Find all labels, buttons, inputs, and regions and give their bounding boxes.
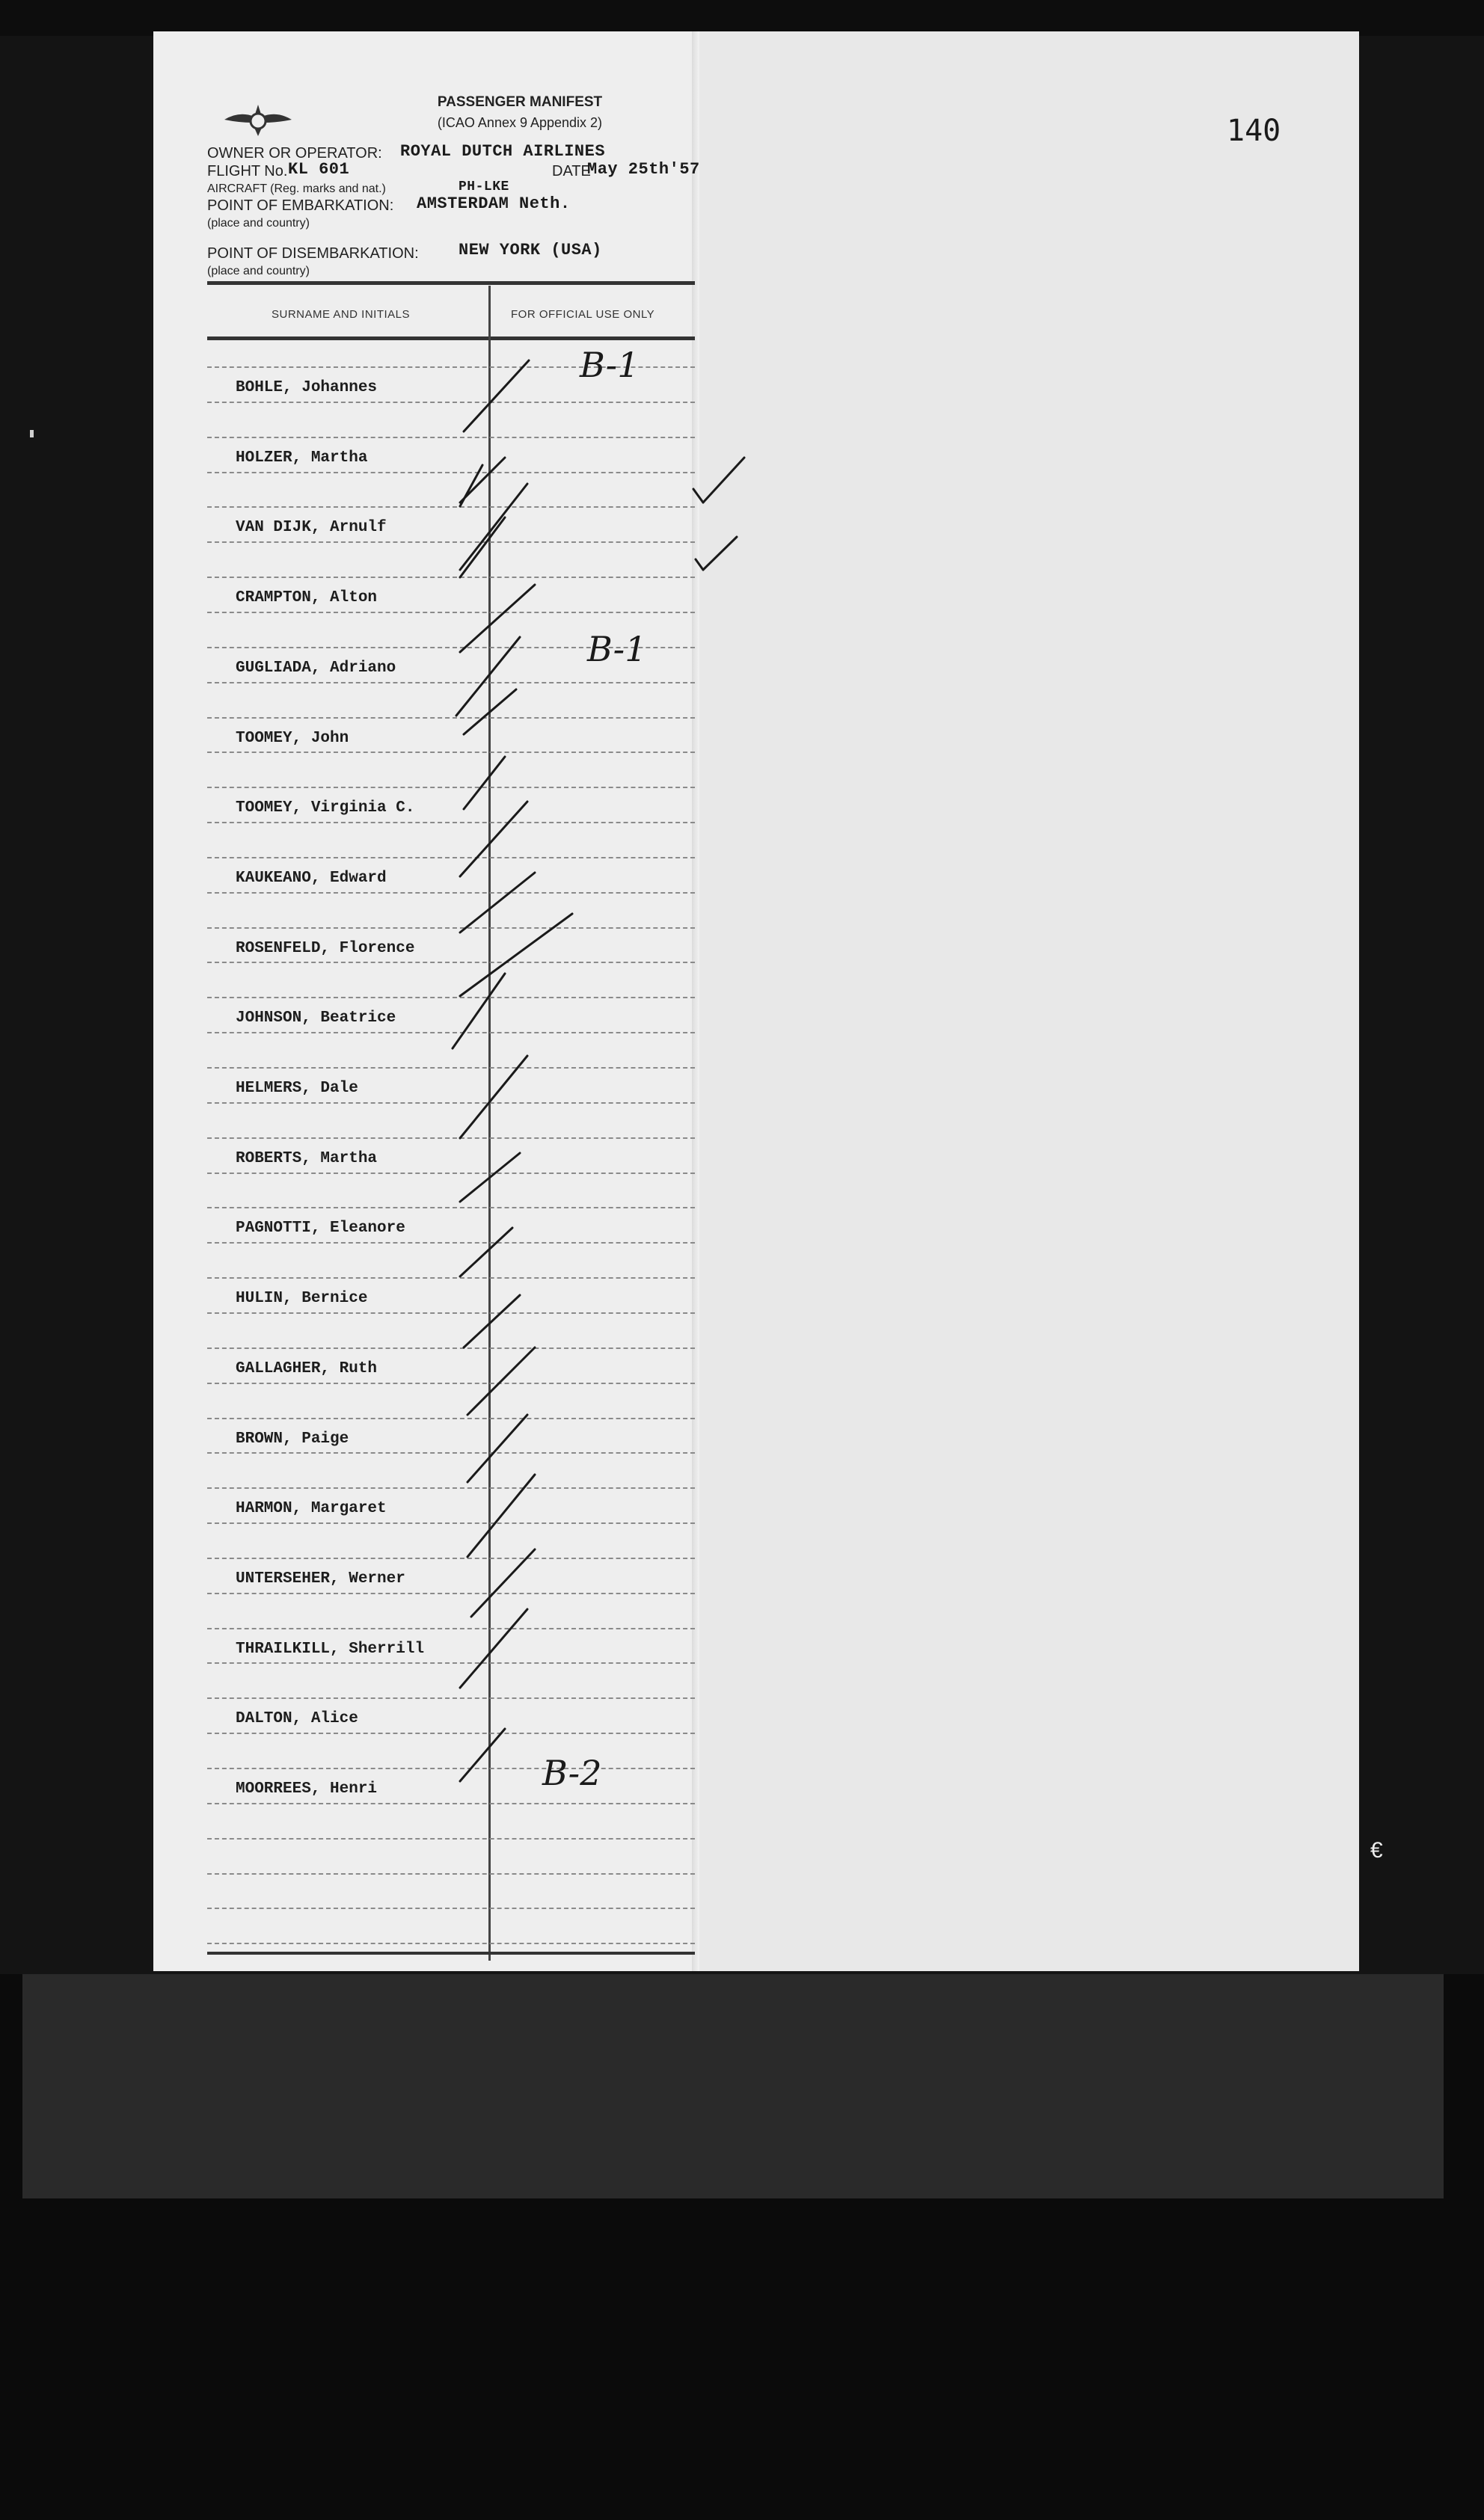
column-divider <box>488 286 491 1961</box>
disembarkation-label: POINT OF DISEMBARKATION: <box>207 245 419 262</box>
passenger-entry: GALLAGHER, Ruth <box>236 1359 378 1377</box>
ruled-line <box>207 1418 695 1419</box>
ruled-line <box>207 717 695 719</box>
ruled-line <box>207 402 695 403</box>
klm-logo-icon <box>221 97 295 142</box>
disembarkation-value: NEW YORK (USA) <box>459 241 602 259</box>
film-strip-shadow <box>22 1974 1444 2198</box>
ruled-line <box>207 1593 695 1594</box>
flight-value: KL 601 <box>288 160 350 179</box>
ruled-line <box>207 612 695 613</box>
blank-right-half <box>696 31 1359 1971</box>
passenger-entry: CRAMPTON, Alton <box>236 589 378 607</box>
passenger-entry: VAN DIJK, Arnulf <box>236 519 387 537</box>
passenger-entry: MOORREES, Henri <box>236 1780 378 1798</box>
passenger-entry: ROSENFELD, Florence <box>236 939 415 957</box>
ruled-line <box>207 787 695 788</box>
passenger-entry: PAGNOTTI, Eleanore <box>236 1220 405 1238</box>
ruled-line <box>207 472 695 473</box>
passenger-entry: BROWN, Paige <box>236 1430 349 1448</box>
page-number: 140 <box>1227 114 1281 148</box>
ruled-line <box>207 1312 695 1314</box>
flight-label: FLIGHT No. <box>207 163 288 179</box>
ruled-line <box>207 927 695 929</box>
ruled-line <box>207 541 695 543</box>
passenger-entry: HELMERS, Dale <box>236 1080 358 1097</box>
owner-label: OWNER OR OPERATOR: <box>207 145 382 162</box>
ruled-line <box>207 366 695 368</box>
ruled-line <box>207 1207 695 1208</box>
ruled-line <box>207 1347 695 1349</box>
ruled-line <box>207 682 695 683</box>
film-border-top <box>0 0 1484 36</box>
passenger-entry: UNTERSEHER, Werner <box>236 1570 405 1588</box>
ruled-line <box>207 892 695 894</box>
passenger-entry: ROBERTS, Martha <box>236 1149 378 1167</box>
header-rule <box>207 281 695 285</box>
ruled-line <box>207 647 695 648</box>
column-header-name: SURNAME AND INITIALS <box>272 308 411 321</box>
ruled-line <box>207 752 695 753</box>
ruled-line <box>207 1803 695 1804</box>
ruled-line <box>207 997 695 998</box>
column-header-official: FOR OFFICIAL USE ONLY <box>511 308 655 321</box>
annotation-row5: B-1 <box>587 629 647 669</box>
ruled-line <box>207 506 695 508</box>
passenger-entry: TOOMEY, Virginia C. <box>236 799 415 817</box>
ruled-line <box>207 1873 695 1875</box>
ruled-line <box>207 1487 695 1489</box>
passenger-entry: BOHLE, Johannes <box>236 379 378 396</box>
ruled-line <box>207 1522 695 1524</box>
film-edge-mark: € <box>1370 1838 1383 1863</box>
date-value: May 25th'57 <box>587 160 700 179</box>
place-country-note: (place and country) <box>207 265 310 277</box>
ruled-line <box>207 1277 695 1279</box>
ruled-line <box>207 1137 695 1139</box>
passenger-entry: THRAILKILL, Sherrill <box>236 1640 425 1658</box>
passenger-entry: JOHNSON, Beatrice <box>236 1009 396 1027</box>
passenger-entry: HOLZER, Martha <box>236 449 368 467</box>
ruled-line <box>207 1908 695 1909</box>
ruled-line <box>207 1173 695 1174</box>
embarkation-value: AMSTERDAM Neth. <box>417 194 571 213</box>
ruled-line <box>207 1733 695 1734</box>
ruled-line <box>207 1628 695 1629</box>
passenger-entry: GUGLIADA, Adriano <box>236 659 396 677</box>
ruled-line <box>207 1838 695 1840</box>
owner-value: ROYAL DUTCH AIRLINES <box>400 142 606 161</box>
ruled-line <box>207 1697 695 1699</box>
ruled-line <box>207 1768 695 1769</box>
form-title: PASSENGER MANIFEST <box>437 94 603 110</box>
passenger-entry: KAUKEANO, Edward <box>236 869 387 887</box>
passenger-entry: DALTON, Alice <box>236 1710 358 1728</box>
embarkation-label: POINT OF EMBARKATION: <box>207 197 394 214</box>
ruled-line <box>207 1102 695 1104</box>
passenger-entry: HARMON, Margaret <box>236 1500 387 1518</box>
aircraft-value: PH-LKE <box>459 179 509 194</box>
manifest-page <box>153 31 1359 1971</box>
passenger-entry: TOOMEY, John <box>236 729 349 747</box>
ruled-line <box>207 822 695 823</box>
ruled-line <box>207 1452 695 1454</box>
annotation-row1: B-1 <box>580 345 640 385</box>
ruled-line <box>207 1067 695 1069</box>
ruled-line <box>207 1032 695 1033</box>
ruled-line <box>207 1662 695 1664</box>
ruled-line <box>207 857 695 858</box>
ruled-line <box>207 437 695 438</box>
page-fold <box>692 31 699 1971</box>
place-country-note: (place and country) <box>207 217 310 230</box>
annotation-row21: B-2 <box>542 1753 602 1793</box>
passenger-entry: HULIN, Bernice <box>236 1290 368 1308</box>
ruled-line <box>207 1242 695 1244</box>
bottom-rule <box>207 1952 695 1955</box>
ruled-line <box>207 1558 695 1559</box>
ruled-line <box>207 1943 695 1944</box>
form-subtitle: (ICAO Annex 9 Appendix 2) <box>437 115 603 130</box>
ruled-line <box>207 577 695 578</box>
aircraft-label: AIRCRAFT (Reg. marks and nat.) <box>207 182 386 195</box>
film-speck <box>30 430 34 437</box>
ruled-line <box>207 962 695 963</box>
column-header-rule <box>207 336 695 340</box>
date-label: DATE <box>552 163 591 179</box>
ruled-line <box>207 1383 695 1384</box>
